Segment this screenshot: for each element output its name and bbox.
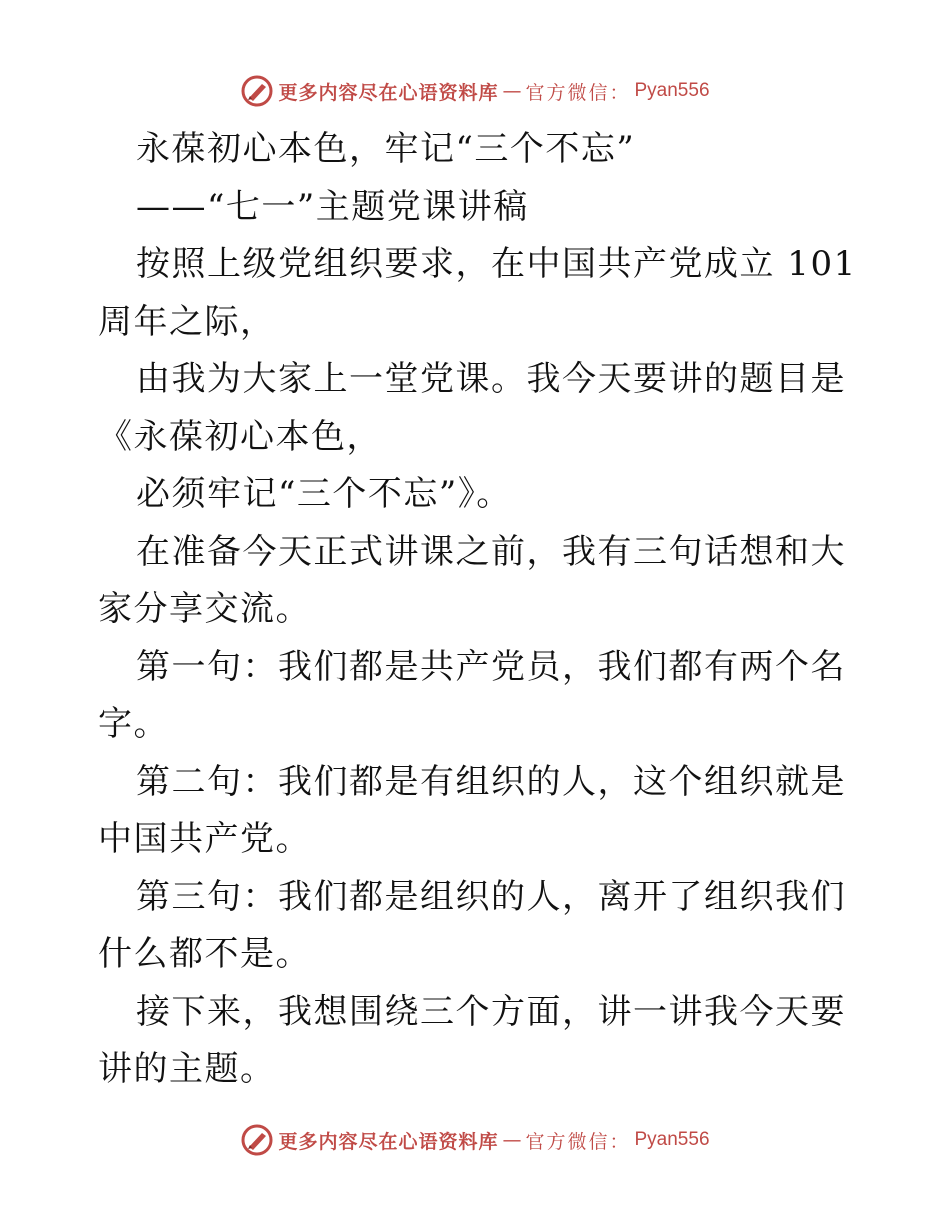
watermark-wechat-id: Pyan556	[634, 1129, 710, 1150]
pen-logo-icon	[240, 74, 274, 108]
paragraph: 必须牢记“三个不忘”》。	[136, 474, 512, 514]
watermark-site-text: 更多内容尽在心语资料库	[278, 1130, 499, 1153]
header-watermark	[0, 71, 950, 111]
watermark-wechat-id: Pyan556	[634, 80, 710, 101]
pen-logo-icon	[240, 1123, 274, 1157]
paragraph: 按照上级党组织要求，在中国共产党成立 101 周年之际，	[98, 244, 857, 342]
paragraph: 第三句：我们都是组织的人，离开了组织我们什么都不是。	[98, 876, 846, 974]
paragraph: 在准备今天正式讲课之前，我有三句话想和大家分享交流。	[98, 531, 846, 629]
document-body	[98, 121, 858, 1099]
paragraph: 第二句：我们都是有组织的人，这个组织就是中国共产党。	[98, 761, 846, 859]
paragraph: 接下来，我想围绕三个方面，讲一讲我今天要讲的主题。	[98, 991, 846, 1089]
paragraph: 第一句：我们都是共产党员，我们都有两个名字。	[98, 646, 846, 744]
watermark-site-text: 更多内容尽在心语资料库	[278, 81, 499, 104]
watermark-dash: —	[502, 1129, 522, 1151]
document-subtitle: ——“七一”主题党课讲稿	[136, 186, 529, 227]
watermark-dash: —	[502, 80, 522, 102]
watermark-official-label: 官方微信：	[525, 1130, 631, 1153]
paragraph: 由我为大家上一堂党课。我今天要讲的题目是《永葆初心本色，	[98, 359, 846, 457]
document-title: 永葆初心本色，牢记“三个不忘”	[136, 129, 636, 169]
footer-watermark	[0, 1120, 950, 1160]
watermark-official-label: 官方微信：	[525, 81, 631, 104]
